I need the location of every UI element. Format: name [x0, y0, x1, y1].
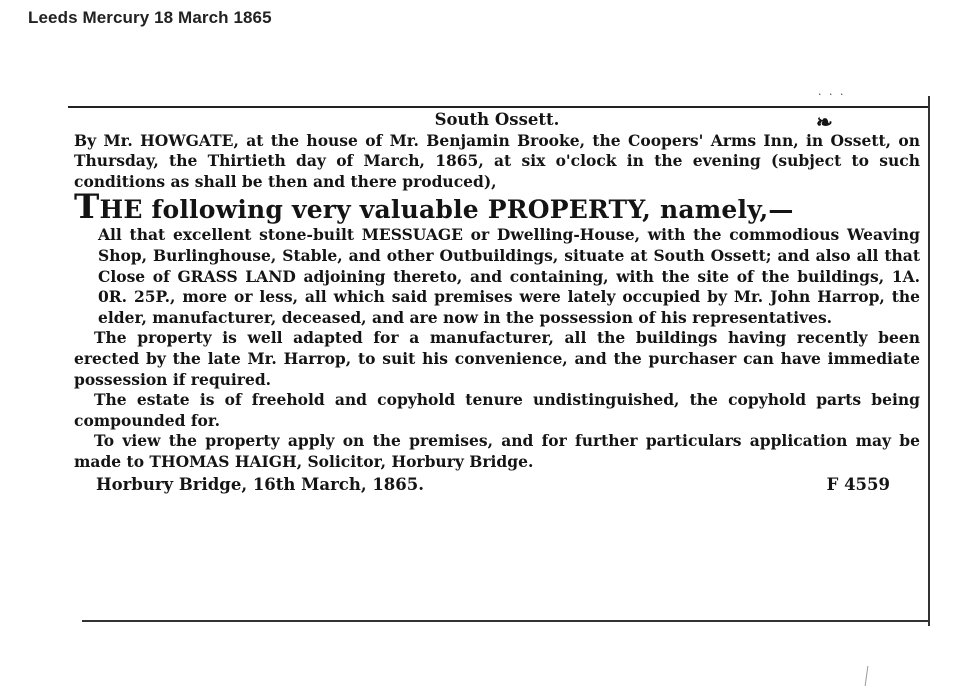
- advert-body: [74, 110, 920, 495]
- signoff-place-date: Horbury Bridge, 16th March, 1865.: [96, 474, 424, 494]
- advert-paragraph-property: All that excellent stone-built MESSUAGE or Dwelling-House, with the commodious Weaving Shop, Burlinghouse, Stable, and other Outbuildings, situate at South Ossett; and also all that Close of GRASS LAND adjoining thereto, and containing, with the site of the buildings, 1A. 0R. 25P., more or less, all which said premises were lately occupied by Mr. John Harrop, the elder, manufacturer, deceased, and are now in the possession of his representatives.: [98, 225, 920, 327]
- advert-headline: [74, 187, 920, 228]
- bottom-rule: [82, 620, 928, 622]
- advert-paragraph-adapted: The property is well adapted for a manufacturer, all the buildings having recently been erected by the late Mr. Harrop, to suit his convenience, and the purchaser can have immediate possession if required.: [74, 328, 920, 389]
- advert-signoff: [74, 475, 920, 496]
- advert-paragraph-auction: By Mr. HOWGATE, at the house of Mr. Benjamin Brooke, the Coopers' Arms Inn, in Ossett, on Thursday, the Thirtieth day of March, 1865, at six o'clock in the evening (subject to such conditions as shall be then and there produced),: [74, 130, 920, 191]
- column-mark-dots: · · ·: [818, 88, 846, 101]
- advert-paragraph-view: To view the property apply on the premises, and for further particulars application may be made to THOMAS HAIGH, Solicitor, Horbury Bridge.: [74, 431, 920, 471]
- right-rule: [928, 96, 930, 626]
- scan-mark: [865, 666, 869, 686]
- advert-paragraph-tenure: The estate is of freehold and copyhold tenure undistinguished, the copyhold parts being compounded for.: [74, 390, 920, 430]
- drop-cap: T: [74, 187, 100, 228]
- advert-heading: South Ossett.: [434, 110, 560, 129]
- advert-reference: F 4559: [826, 474, 890, 494]
- newspaper-clipping: [60, 88, 932, 633]
- headline-text: HE following very valuable PROPERTY, namely,—: [99, 195, 794, 225]
- printer-ornament-icon: ❧: [816, 110, 833, 134]
- clipping-caption: Leeds Mercury 18 March 1865: [28, 8, 272, 27]
- top-rule: [68, 106, 928, 108]
